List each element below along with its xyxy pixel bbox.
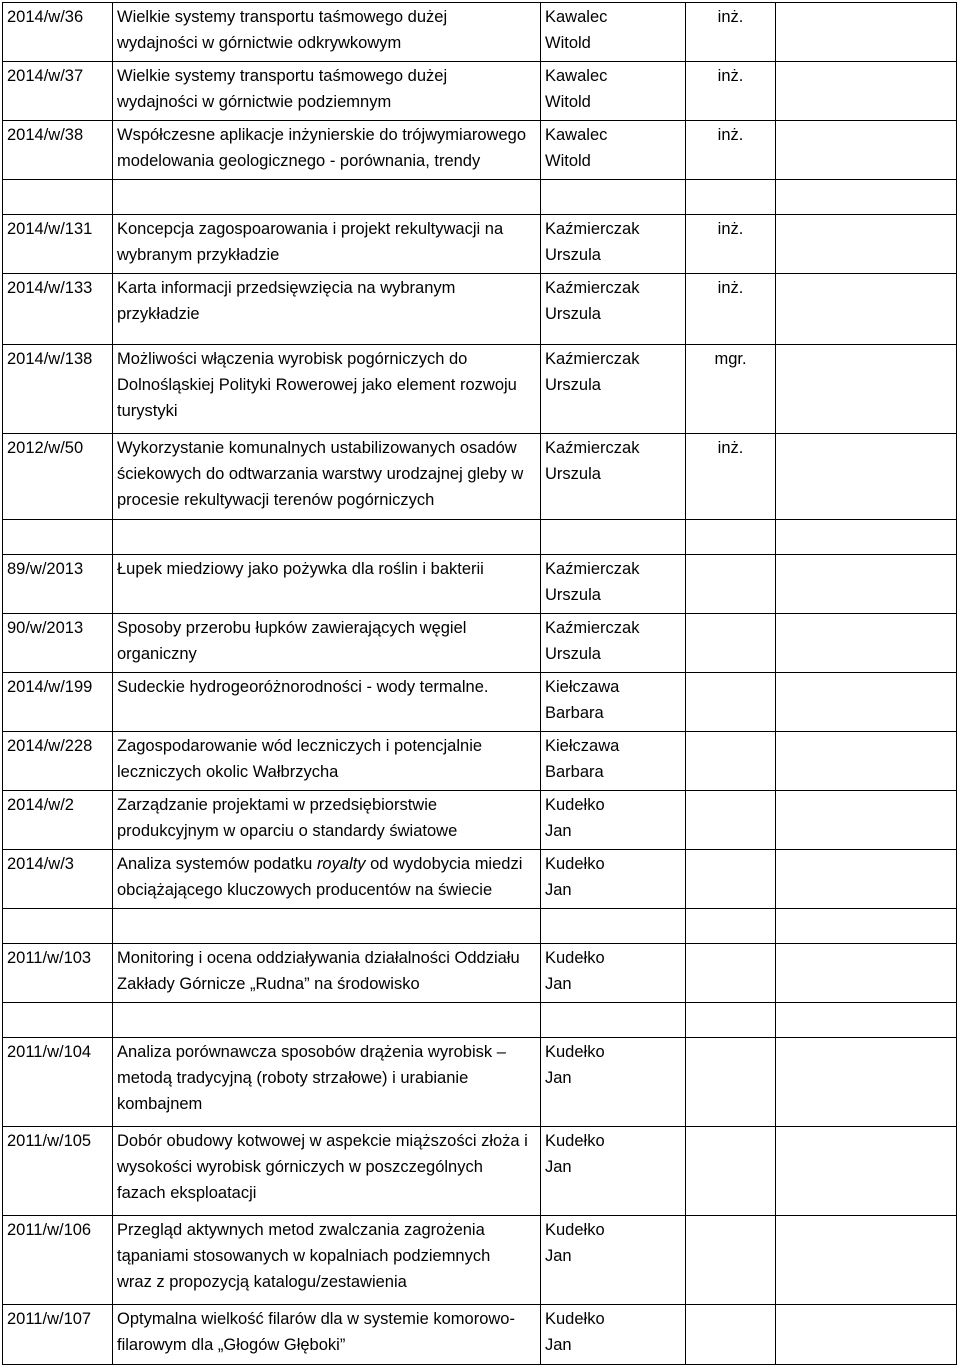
table-row	[3, 732, 957, 791]
title-line: Analiza systemów podatku royalty od wydobycia miedzi	[117, 855, 523, 873]
title-line: fazach eksploatacji	[117, 1184, 257, 1202]
signature-cell: 2011/w/106	[3, 1216, 113, 1305]
empty-cell	[776, 1038, 957, 1127]
title-line: Karta informacji przedsięwzięcia na wybranym	[117, 279, 456, 297]
blank-cell	[686, 1003, 776, 1038]
supervisor-first-name: Jan	[545, 822, 572, 840]
table-row	[3, 673, 957, 732]
title-line: turystyki	[117, 402, 178, 420]
supervisor-first-name: Witold	[545, 34, 591, 52]
title-line: organiczny	[117, 645, 197, 663]
title-cell	[113, 732, 541, 791]
empty-cell	[776, 944, 957, 1003]
supervisor-surname: Kaźmierczak	[545, 279, 640, 297]
supervisor-cell	[541, 345, 686, 434]
degree-cell: inż.	[686, 434, 776, 520]
topics-table-body	[3, 3, 957, 1365]
supervisor-first-name: Barbara	[545, 763, 604, 781]
blank-cell	[541, 520, 686, 555]
title-line: Koncepcja zagospoarowania i projekt rekultywacji na	[117, 220, 504, 238]
signature-cell: 2011/w/103	[3, 944, 113, 1003]
title-cell	[113, 3, 541, 62]
blank-cell	[3, 1003, 113, 1038]
supervisor-cell	[541, 215, 686, 274]
supervisor-surname: Kudełko	[545, 1221, 605, 1239]
title-cell	[113, 614, 541, 673]
empty-cell	[776, 1127, 957, 1216]
blank-cell	[686, 180, 776, 215]
title-line: filarowym dla „Głogów Głęboki”	[117, 1336, 346, 1354]
degree-cell	[686, 673, 776, 732]
degree-cell: inż.	[686, 215, 776, 274]
title-line: Analiza porównawcza sposobów drążenia wyrobisk –	[117, 1043, 506, 1061]
blank-cell	[776, 1003, 957, 1038]
title-line: wysokości wyrobisk górniczych w poszczególnych	[117, 1158, 483, 1176]
blank-row	[3, 909, 957, 944]
title-line: metodą tradycyjną (roboty strzałowe) i urabianie	[117, 1069, 469, 1087]
empty-cell	[776, 673, 957, 732]
degree-cell	[686, 614, 776, 673]
supervisor-cell	[541, 555, 686, 614]
supervisor-surname: Kudełko	[545, 855, 605, 873]
table-row	[3, 121, 957, 180]
title-line: leczniczych okolic Wałbrzycha	[117, 763, 339, 781]
title-cell	[113, 62, 541, 121]
title-line: Współczesne aplikacje inżynierskie do trójwymiarowego	[117, 126, 527, 144]
supervisor-cell	[541, 1038, 686, 1127]
degree-cell	[686, 850, 776, 909]
empty-cell	[776, 1305, 957, 1365]
signature-cell: 2014/w/199	[3, 673, 113, 732]
blank-cell	[776, 909, 957, 944]
title-cell	[113, 1216, 541, 1305]
supervisor-surname: Kudełko	[545, 796, 605, 814]
supervisor-cell	[541, 3, 686, 62]
supervisor-cell	[541, 1127, 686, 1216]
title-cell	[113, 434, 541, 520]
blank-row	[3, 1003, 957, 1038]
degree-cell: inż.	[686, 62, 776, 121]
supervisor-first-name: Jan	[545, 881, 572, 899]
degree-cell	[686, 791, 776, 850]
title-line: wraz z propozycją katalogu/zestawienia	[117, 1273, 407, 1291]
supervisor-cell	[541, 944, 686, 1003]
supervisor-surname: Kudełko	[545, 1043, 605, 1061]
table-row	[3, 555, 957, 614]
blank-cell	[686, 520, 776, 555]
empty-cell	[776, 732, 957, 791]
blank-cell	[776, 180, 957, 215]
title-cell	[113, 1127, 541, 1216]
title-line: produkcyjnym w oparciu o standardy światowe	[117, 822, 458, 840]
title-line: Sposoby przerobu łupków zawierających węgiel	[117, 619, 467, 637]
title-line: wydajności w górnictwie odkrywkowym	[117, 34, 402, 52]
supervisor-surname: Kaźmierczak	[545, 560, 640, 578]
blank-cell	[113, 909, 541, 944]
signature-cell: 89/w/2013	[3, 555, 113, 614]
table-row	[3, 62, 957, 121]
empty-cell	[776, 555, 957, 614]
title-line: wybranym przykładzie	[117, 246, 280, 264]
title-line: Zarządzanie projektami w przedsiębiorstwie	[117, 796, 438, 814]
supervisor-surname: Kaźmierczak	[545, 439, 640, 457]
blank-cell	[113, 1003, 541, 1038]
title-line: Łupek miedziowy jako pożywka dla roślin i bakterii	[117, 560, 484, 578]
table-row	[3, 850, 957, 909]
empty-cell	[776, 62, 957, 121]
signature-cell: 2011/w/104	[3, 1038, 113, 1127]
title-line: wydajności w górnictwie podziemnym	[117, 93, 392, 111]
degree-cell	[686, 1305, 776, 1365]
blank-cell	[3, 909, 113, 944]
degree-cell	[686, 732, 776, 791]
empty-cell	[776, 121, 957, 180]
supervisor-first-name: Barbara	[545, 704, 604, 722]
table-row	[3, 1216, 957, 1305]
blank-cell	[541, 909, 686, 944]
table-row	[3, 1305, 957, 1365]
signature-cell: 2014/w/3	[3, 850, 113, 909]
table-row	[3, 1127, 957, 1216]
title-line: obciążającego kluczowych producentów na świecie	[117, 881, 493, 899]
signature-cell: 2014/w/131	[3, 215, 113, 274]
supervisor-surname: Kawalec	[545, 67, 608, 85]
supervisor-first-name: Witold	[545, 93, 591, 111]
supervisor-first-name: Jan	[545, 975, 572, 993]
empty-cell	[776, 215, 957, 274]
supervisor-first-name: Jan	[545, 1247, 572, 1265]
signature-cell: 2014/w/228	[3, 732, 113, 791]
title-line: kombajnem	[117, 1095, 203, 1113]
title-line: Wykorzystanie komunalnych ustabilizowanych osadów	[117, 439, 517, 457]
supervisor-first-name: Witold	[545, 152, 591, 170]
title-line: ściekowych do odtwarzania warstwy urodzajnej gleby w	[117, 465, 524, 483]
title-line: Przegląd aktywnych metod zwalczania zagrożenia	[117, 1221, 485, 1239]
supervisor-cell	[541, 1216, 686, 1305]
title-line: Możliwości włączenia wyrobisk pogórniczych do	[117, 350, 468, 368]
topics-table	[2, 2, 957, 1365]
supervisor-first-name: Urszula	[545, 305, 601, 323]
supervisor-surname: Kawalec	[545, 126, 608, 144]
table-row	[3, 944, 957, 1003]
empty-cell	[776, 345, 957, 434]
supervisor-surname: Kawalec	[545, 8, 608, 26]
empty-cell	[776, 434, 957, 520]
blank-cell	[686, 909, 776, 944]
table-row	[3, 274, 957, 345]
supervisor-surname: Kudełko	[545, 1132, 605, 1150]
table-row	[3, 345, 957, 434]
supervisor-surname: Kudełko	[545, 1310, 605, 1328]
table-row	[3, 3, 957, 62]
table-row	[3, 614, 957, 673]
signature-cell: 2014/w/2	[3, 791, 113, 850]
supervisor-first-name: Urszula	[545, 645, 601, 663]
table-row	[3, 434, 957, 520]
title-cell	[113, 1038, 541, 1127]
signature-cell: 2012/w/50	[3, 434, 113, 520]
supervisor-first-name: Urszula	[545, 376, 601, 394]
blank-cell	[3, 180, 113, 215]
title-cell	[113, 791, 541, 850]
supervisor-cell	[541, 732, 686, 791]
supervisor-first-name: Urszula	[545, 586, 601, 604]
degree-cell	[686, 1216, 776, 1305]
title-line: Dobór obudowy kotwowej w aspekcie miąższości złoża i	[117, 1132, 528, 1150]
title-line: Dolnośląskiej Polityki Rowerowej jako element rozwoju	[117, 376, 517, 394]
supervisor-cell	[541, 850, 686, 909]
table-row	[3, 1038, 957, 1127]
title-cell	[113, 274, 541, 345]
supervisor-cell	[541, 1305, 686, 1365]
blank-row	[3, 180, 957, 215]
title-cell	[113, 1305, 541, 1365]
title-line: Wielkie systemy transportu taśmowego dużej	[117, 67, 448, 85]
table-row	[3, 215, 957, 274]
degree-cell: inż.	[686, 3, 776, 62]
title-cell	[113, 850, 541, 909]
degree-cell	[686, 1038, 776, 1127]
degree-cell: inż.	[686, 121, 776, 180]
supervisor-cell	[541, 121, 686, 180]
signature-cell: 2011/w/105	[3, 1127, 113, 1216]
signature-cell: 2011/w/107	[3, 1305, 113, 1365]
blank-cell	[541, 180, 686, 215]
signature-cell: 2014/w/133	[3, 274, 113, 345]
signature-cell: 2014/w/37	[3, 62, 113, 121]
supervisor-first-name: Urszula	[545, 246, 601, 264]
empty-cell	[776, 614, 957, 673]
blank-cell	[3, 520, 113, 555]
supervisor-first-name: Jan	[545, 1158, 572, 1176]
blank-cell	[113, 180, 541, 215]
degree-cell	[686, 555, 776, 614]
title-line: modelowania geologicznego - porównania, trendy	[117, 152, 481, 170]
blank-cell	[776, 520, 957, 555]
degree-cell: mgr.	[686, 345, 776, 434]
title-line: procesie rekultywacji terenów pogórniczych	[117, 491, 435, 509]
title-cell	[113, 555, 541, 614]
empty-cell	[776, 850, 957, 909]
title-line: Monitoring i ocena oddziaływania działalności Oddziału	[117, 949, 520, 967]
signature-cell: 2014/w/38	[3, 121, 113, 180]
supervisor-surname: Kiełczawa	[545, 737, 620, 755]
supervisor-surname: Kaźmierczak	[545, 619, 640, 637]
title-line: tąpaniami stosowanych w kopalniach podziemnych	[117, 1247, 491, 1265]
supervisor-cell	[541, 614, 686, 673]
signature-cell: 2014/w/138	[3, 345, 113, 434]
supervisor-cell	[541, 62, 686, 121]
title-cell	[113, 345, 541, 434]
supervisor-surname: Kiełczawa	[545, 678, 620, 696]
supervisor-cell	[541, 434, 686, 520]
title-cell	[113, 215, 541, 274]
supervisor-surname: Kaźmierczak	[545, 220, 640, 238]
supervisor-first-name: Jan	[545, 1069, 572, 1087]
degree-cell: inż.	[686, 274, 776, 345]
empty-cell	[776, 3, 957, 62]
supervisor-cell	[541, 274, 686, 345]
supervisor-cell	[541, 673, 686, 732]
supervisor-surname: Kaźmierczak	[545, 350, 640, 368]
title-line: przykładzie	[117, 305, 200, 323]
supervisor-surname: Kudełko	[545, 949, 605, 967]
title-line: Zakłady Górnicze „Rudna” na środowisko	[117, 975, 420, 993]
table-row	[3, 791, 957, 850]
empty-cell	[776, 1216, 957, 1305]
supervisor-cell	[541, 791, 686, 850]
title-cell	[113, 673, 541, 732]
blank-row	[3, 520, 957, 555]
blank-cell	[113, 520, 541, 555]
title-cell	[113, 944, 541, 1003]
blank-cell	[541, 1003, 686, 1038]
empty-cell	[776, 274, 957, 345]
title-line: Optymalna wielkość filarów dla w systemie komorowo-	[117, 1310, 515, 1328]
empty-cell	[776, 791, 957, 850]
signature-cell: 90/w/2013	[3, 614, 113, 673]
supervisor-first-name: Jan	[545, 1336, 572, 1354]
degree-cell	[686, 944, 776, 1003]
supervisor-first-name: Urszula	[545, 465, 601, 483]
title-cell	[113, 121, 541, 180]
degree-cell	[686, 1127, 776, 1216]
signature-cell: 2014/w/36	[3, 3, 113, 62]
title-line: Sudeckie hydrogeoróżnorodności - wody termalne.	[117, 678, 489, 696]
title-line: Zagospodarowanie wód leczniczych i potencjalnie	[117, 737, 483, 755]
title-line: Wielkie systemy transportu taśmowego dużej	[117, 8, 448, 26]
